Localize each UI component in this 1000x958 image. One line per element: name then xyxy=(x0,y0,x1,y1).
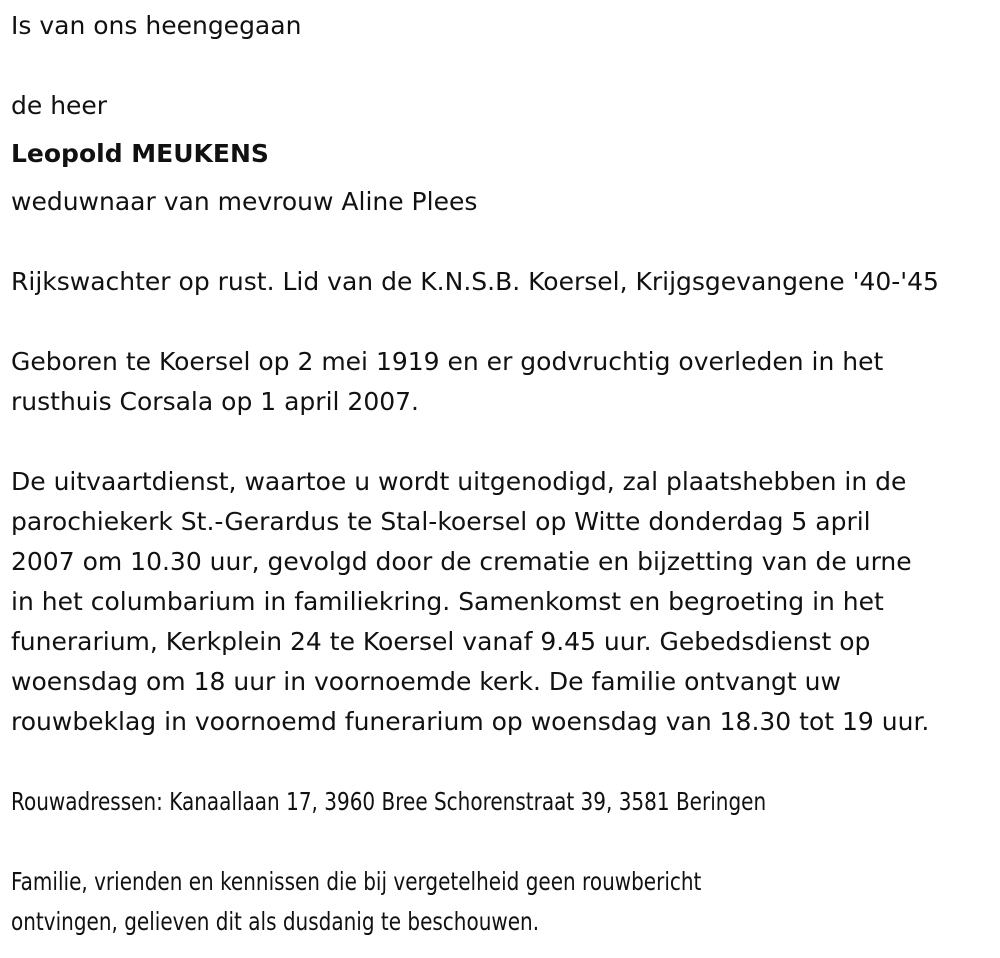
deceased-name: Leopold MEUKENS xyxy=(11,139,269,168)
occupation-text: Rijkswachter op rust. Lid van de K.N.S.B. Koersel, Krijgsgevangene '40-'45 xyxy=(11,267,939,296)
closing-line-1: Familie, vrienden en kennissen die bij vergetelheid geen rouwbericht xyxy=(11,867,702,896)
funeral-line-7: rouwbeklag in voornoemd funerarium op woensdag van 18.30 tot 19 uur. xyxy=(11,707,930,736)
birth-death-line-2: rusthuis Corsala op 1 april 2007. xyxy=(11,387,419,416)
relation-text: weduwnaar van mevrouw Aline Plees xyxy=(11,187,478,216)
birth-death-line-1: Geboren te Koersel op 2 mei 1919 en er godvruchtig overleden in het xyxy=(11,347,884,376)
funeral-line-4: in het columbarium in familiekring. Samenkomst en begroeting in het xyxy=(11,587,884,616)
mourning-addresses: Rouwadressen: Kanaallaan 17, 3960 Bree Schorenstraat 39, 3581 Beringen xyxy=(11,787,767,816)
intro-text: Is van ons heengegaan xyxy=(11,11,302,40)
title-text: de heer xyxy=(11,91,108,120)
closing-line-2: ontvingen, gelieven dit als dusdanig te beschouwen. xyxy=(11,907,540,936)
funeral-line-6: woensdag om 18 uur in voornoemde kerk. De familie ontvangt uw xyxy=(11,667,841,696)
funeral-line-5: funerarium, Kerkplein 24 te Koersel vanaf 9.45 uur. Gebedsdienst op xyxy=(11,627,871,656)
funeral-line-2: parochiekerk St.-Gerardus te Stal-koersel op Witte donderdag 5 april xyxy=(11,507,871,536)
funeral-line-1: De uitvaartdienst, waartoe u wordt uitgenodigd, zal plaatshebben in de xyxy=(11,467,907,496)
funeral-line-3: 2007 om 10.30 uur, gevolgd door de crematie en bijzetting van de urne xyxy=(11,547,912,576)
